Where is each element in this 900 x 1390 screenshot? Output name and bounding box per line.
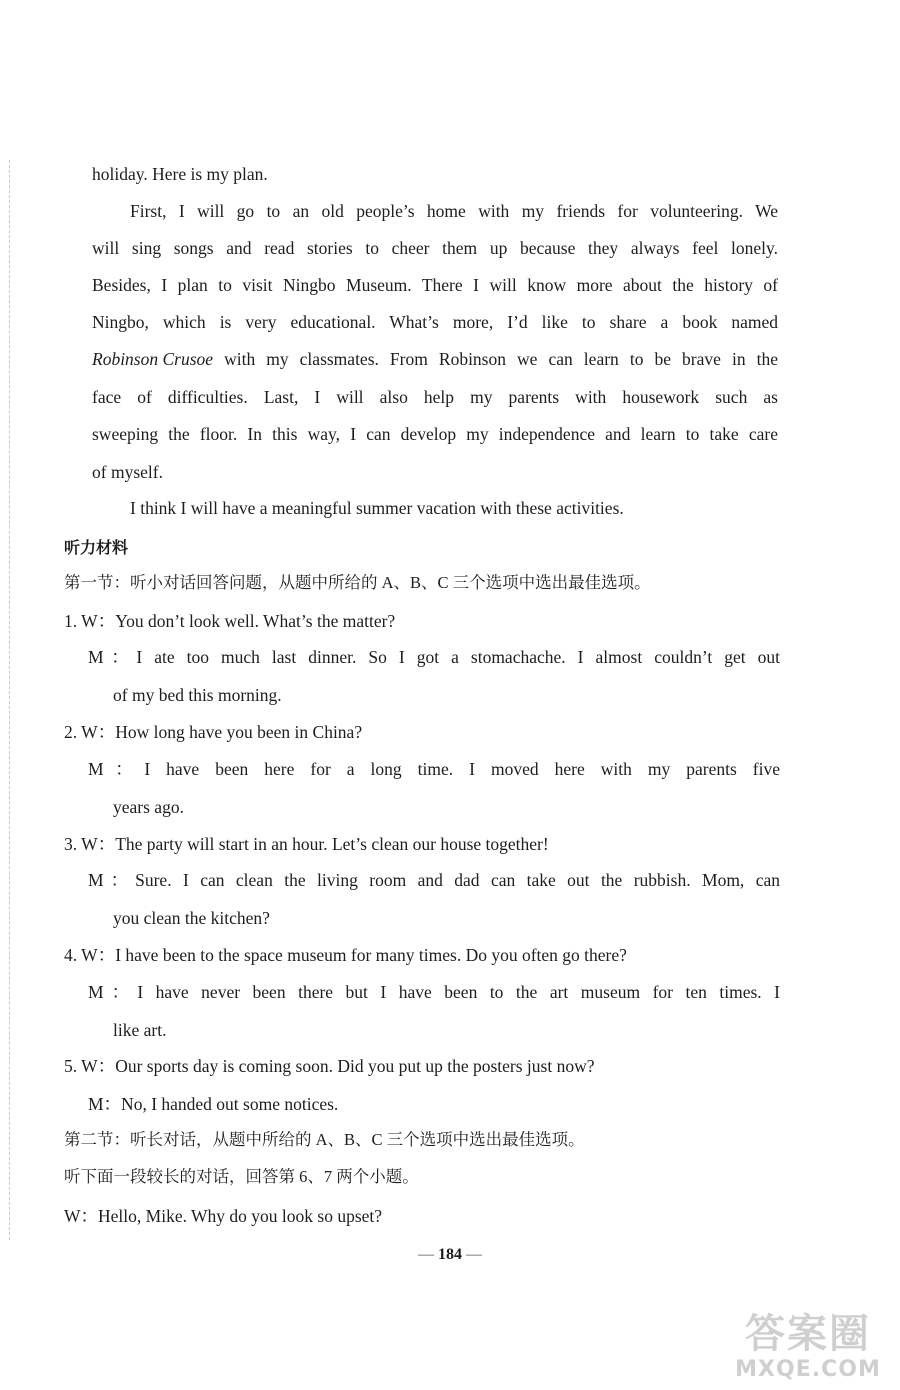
dialogue-line: 4. W：I have been to the space museum for many times. Do you often go there? (64, 945, 627, 965)
section2-instruction: 第二节：听长对话，从题中所给的 A、B、C 三个选项中选出最佳选项。 (64, 1130, 585, 1149)
dialogue-line: you clean the kitchen? (113, 908, 270, 928)
book-title: Robinson Crusoe (92, 349, 214, 369)
essay-p1-line: Ningbo, which is very educational. What’s more, I’d like to share a book named (92, 312, 778, 332)
dialogue-line: M：No, I handed out some notices. (88, 1094, 339, 1114)
dialogue-line: of my bed this morning. (113, 685, 282, 705)
dialogue-line: 5. W：Our sports day is coming soon. Did you put up the posters just now? (64, 1056, 595, 1076)
essay-p1-line: sweeping the floor. In this way, I can develop my independence and learn to take care (92, 424, 778, 444)
dialogue-line: M：I have never been there but I have been to the art museum for ten times. I (88, 982, 780, 1002)
dialogue-line: M：I have been here for a long time. I moved here with my parents five (88, 759, 780, 779)
essay-p2: I think I will have a meaningful summer vacation with these activities. (130, 498, 624, 518)
essay-p1-line-after-title: with my classmates. From Robinson we can learn to be brave in the (213, 349, 778, 369)
essay-p1-title-line (92, 348, 778, 370)
watermark-logo (728, 1311, 888, 1382)
page-number: — 184 — (418, 1246, 482, 1263)
listening-heading: 听力材料 (64, 538, 129, 557)
dialogue-line: W：Hello, Mike. Why do you look so upset? (64, 1206, 383, 1226)
dialogue-line: like art. (113, 1020, 167, 1040)
page-number-value: 184 (438, 1246, 462, 1263)
dialogue-line: M：Sure. I can clean the living room and dad can take out the rubbish. Mom, can (88, 870, 780, 890)
essay-p1-line: First, I will go to an old people’s home with my friends for volunteering. We (130, 201, 778, 221)
dialogue-line: 2. W：How long have you been in China? (64, 722, 363, 742)
essay-p1-line: will sing songs and read stories to cheer them up because they always feel lonely. (92, 238, 778, 258)
section1-instruction: 第一节：听小对话回答问题，从题中所给的 A、B、C 三个选项中选出最佳选项。 (64, 573, 651, 592)
binding-edge (9, 160, 10, 1240)
essay-p1-line: of myself. (92, 462, 163, 482)
essay-p1-line: Besides, I plan to visit Ningbo Museum. There I will know more about the history of (92, 275, 778, 295)
watermark-cn: 答案圈 (745, 1311, 871, 1357)
essay-intro-tail: holiday. Here is my plan. (92, 164, 268, 184)
essay-p1-line: face of difficulties. Last, I will also help my parents with housework such as (92, 387, 778, 407)
dialogue-line: 1. W：You don’t look well. What’s the matter? (64, 611, 396, 631)
section2-subinstruction: 听下面一段较长的对话，回答第 6、7 两个小题。 (64, 1167, 419, 1186)
watermark-en: MXQE.COM (735, 1357, 881, 1382)
dialogue-line: M：I ate too much last dinner. So I got a stomachache. I almost couldn’t get out (88, 647, 780, 667)
dialogue-line: 3. W：The party will start in an hour. Let’s clean our house together! (64, 834, 549, 854)
dialogue-line: years ago. (113, 797, 184, 817)
